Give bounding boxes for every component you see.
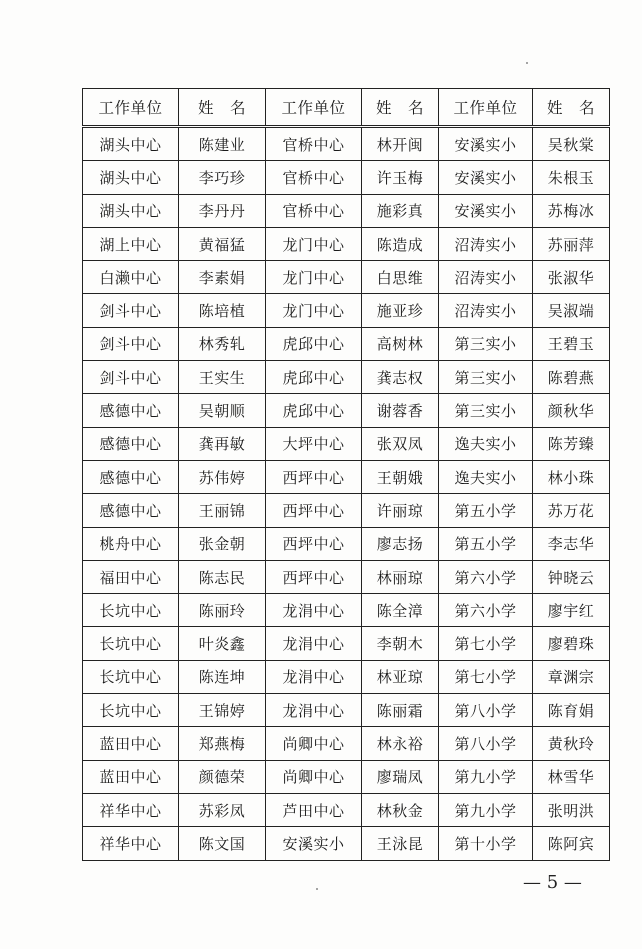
cell-work-unit: 西坪中心 — [266, 460, 362, 493]
cell-work-unit: 龙涓中心 — [266, 627, 362, 660]
cell-work-unit: 祥华中心 — [83, 793, 179, 826]
cell-name: 白思维 — [362, 261, 439, 294]
cell-name: 高树林 — [362, 327, 439, 360]
cell-work-unit: 桃舟中心 — [83, 527, 179, 560]
table-row — [83, 227, 610, 260]
cell-name: 李巧珍 — [179, 161, 266, 194]
cell-work-unit: 第六小学 — [439, 594, 533, 627]
cell-work-unit: 尚卿中心 — [266, 760, 362, 793]
table-row — [83, 361, 610, 394]
cell-work-unit: 西坪中心 — [266, 527, 362, 560]
cell-name: 苏梅冰 — [533, 194, 610, 227]
cell-name: 黄秋玲 — [533, 727, 610, 760]
table-row — [83, 161, 610, 194]
cell-work-unit: 剑斗中心 — [83, 361, 179, 394]
cell-work-unit: 虎邱中心 — [266, 327, 362, 360]
cell-name: 郑燕梅 — [179, 727, 266, 760]
cell-name: 林秀轧 — [179, 327, 266, 360]
table-body — [83, 127, 610, 861]
table-row — [83, 294, 610, 327]
cell-work-unit: 长坑中心 — [83, 660, 179, 693]
cell-name: 黄福猛 — [179, 227, 266, 260]
cell-work-unit: 虎邱中心 — [266, 361, 362, 394]
cell-name: 林永裕 — [362, 727, 439, 760]
cell-work-unit: 西坪中心 — [266, 494, 362, 527]
cell-name: 林小珠 — [533, 460, 610, 493]
cell-work-unit: 第九小学 — [439, 760, 533, 793]
cell-work-unit: 龙涓中心 — [266, 594, 362, 627]
cell-work-unit: 湖头中心 — [83, 161, 179, 194]
cell-name: 廖碧珠 — [533, 627, 610, 660]
cell-name: 苏万花 — [533, 494, 610, 527]
cell-work-unit: 龙门中心 — [266, 227, 362, 260]
cell-name: 吴淑端 — [533, 294, 610, 327]
cell-name: 陈文国 — [179, 827, 266, 860]
cell-name: 陈建业 — [179, 127, 266, 161]
cell-work-unit: 第九小学 — [439, 793, 533, 826]
cell-name: 陈造成 — [362, 227, 439, 260]
cell-work-unit: 虎邱中心 — [266, 394, 362, 427]
cell-name: 李志华 — [533, 527, 610, 560]
cell-name: 谢蓉香 — [362, 394, 439, 427]
cell-work-unit: 沼涛实小 — [439, 294, 533, 327]
cell-name: 吴秋棠 — [533, 127, 610, 161]
cell-name: 陈阿宾 — [533, 827, 610, 860]
cell-name: 张明洪 — [533, 793, 610, 826]
cell-work-unit: 官桥中心 — [266, 161, 362, 194]
cell-work-unit: 龙涓中心 — [266, 694, 362, 727]
cell-work-unit: 龙涓中心 — [266, 660, 362, 693]
cell-name: 廖瑞凤 — [362, 760, 439, 793]
cell-work-unit: 感德中心 — [83, 394, 179, 427]
cell-name: 张淑华 — [533, 261, 610, 294]
cell-work-unit: 第七小学 — [439, 627, 533, 660]
cell-work-unit: 安溪实小 — [266, 827, 362, 860]
cell-work-unit: 长坑中心 — [83, 694, 179, 727]
cell-work-unit: 感德中心 — [83, 494, 179, 527]
cell-work-unit: 安溪实小 — [439, 161, 533, 194]
cell-name: 龚志权 — [362, 361, 439, 394]
header-work-unit: 工作单位 — [266, 89, 362, 127]
cell-name: 陈育娟 — [533, 694, 610, 727]
cell-work-unit: 长坑中心 — [83, 627, 179, 660]
cell-work-unit: 安溪实小 — [439, 194, 533, 227]
table-row — [83, 694, 610, 727]
table-row — [83, 127, 610, 161]
cell-work-unit: 蓝田中心 — [83, 760, 179, 793]
cell-name: 许丽琼 — [362, 494, 439, 527]
cell-name: 廖志扬 — [362, 527, 439, 560]
cell-work-unit: 逸夫实小 — [439, 460, 533, 493]
cell-name: 叶炎鑫 — [179, 627, 266, 660]
cell-name: 钟晓云 — [533, 560, 610, 593]
cell-work-unit: 长坑中心 — [83, 594, 179, 627]
table-header-row — [83, 89, 610, 127]
table-row — [83, 327, 610, 360]
cell-work-unit: 第十小学 — [439, 827, 533, 860]
cell-name: 廖宇红 — [533, 594, 610, 627]
cell-name: 张金朝 — [179, 527, 266, 560]
header-name: 姓 名 — [362, 89, 439, 127]
cell-work-unit: 官桥中心 — [266, 194, 362, 227]
cell-name: 龚再敏 — [179, 427, 266, 460]
scan-speck — [526, 62, 528, 64]
cell-work-unit: 感德中心 — [83, 427, 179, 460]
cell-work-unit: 大坪中心 — [266, 427, 362, 460]
table-row — [83, 194, 610, 227]
cell-name: 陈培植 — [179, 294, 266, 327]
cell-work-unit: 逸夫实小 — [439, 427, 533, 460]
cell-name: 李丹丹 — [179, 194, 266, 227]
cell-work-unit: 第六小学 — [439, 560, 533, 593]
staff-roster-table — [82, 88, 610, 861]
cell-name: 王朝娥 — [362, 460, 439, 493]
cell-work-unit: 感德中心 — [83, 460, 179, 493]
scan-speck — [316, 888, 318, 890]
table-row — [83, 627, 610, 660]
cell-work-unit: 祥华中心 — [83, 827, 179, 860]
cell-work-unit: 安溪实小 — [439, 127, 533, 161]
cell-work-unit: 福田中心 — [83, 560, 179, 593]
cell-name: 颜德荣 — [179, 760, 266, 793]
cell-name: 王锦婷 — [179, 694, 266, 727]
cell-name: 陈志民 — [179, 560, 266, 593]
cell-name: 王丽锦 — [179, 494, 266, 527]
cell-work-unit: 第八小学 — [439, 694, 533, 727]
cell-name: 吴朝顺 — [179, 394, 266, 427]
table-row — [83, 660, 610, 693]
table-row — [83, 760, 610, 793]
table-row — [83, 793, 610, 826]
cell-name: 陈丽霜 — [362, 694, 439, 727]
cell-name: 陈芳臻 — [533, 427, 610, 460]
cell-work-unit: 沼涛实小 — [439, 261, 533, 294]
cell-work-unit: 第三实小 — [439, 394, 533, 427]
cell-work-unit: 湖上中心 — [83, 227, 179, 260]
cell-work-unit: 湖头中心 — [83, 194, 179, 227]
cell-work-unit: 第五小学 — [439, 527, 533, 560]
cell-work-unit: 西坪中心 — [266, 560, 362, 593]
table-row — [83, 560, 610, 593]
cell-name: 陈全漳 — [362, 594, 439, 627]
cell-name: 章渊宗 — [533, 660, 610, 693]
cell-work-unit: 湖头中心 — [83, 127, 179, 161]
cell-name: 林丽琼 — [362, 560, 439, 593]
cell-name: 许玉梅 — [362, 161, 439, 194]
table-row — [83, 494, 610, 527]
cell-name: 颜秋华 — [533, 394, 610, 427]
table-row — [83, 261, 610, 294]
page-number: — 5 — — [523, 872, 582, 893]
cell-name: 李朝木 — [362, 627, 439, 660]
cell-name: 施彩真 — [362, 194, 439, 227]
cell-name: 王泳昆 — [362, 827, 439, 860]
header-name: 姓 名 — [533, 89, 610, 127]
cell-name: 陈连坤 — [179, 660, 266, 693]
cell-work-unit: 龙门中心 — [266, 294, 362, 327]
header-work-unit: 工作单位 — [83, 89, 179, 127]
table-row — [83, 594, 610, 627]
cell-name: 苏伟婷 — [179, 460, 266, 493]
table-row — [83, 827, 610, 860]
cell-work-unit: 沼涛实小 — [439, 227, 533, 260]
cell-work-unit: 白濑中心 — [83, 261, 179, 294]
cell-work-unit: 尚卿中心 — [266, 727, 362, 760]
cell-work-unit: 第五小学 — [439, 494, 533, 527]
cell-name: 林雪华 — [533, 760, 610, 793]
cell-name: 林秋金 — [362, 793, 439, 826]
cell-work-unit: 第三实小 — [439, 361, 533, 394]
cell-name: 施亚珍 — [362, 294, 439, 327]
cell-work-unit: 芦田中心 — [266, 793, 362, 826]
cell-work-unit: 官桥中心 — [266, 127, 362, 161]
cell-name: 林开闽 — [362, 127, 439, 161]
cell-name: 苏丽萍 — [533, 227, 610, 260]
cell-name: 苏彩凤 — [179, 793, 266, 826]
cell-work-unit: 第八小学 — [439, 727, 533, 760]
cell-name: 李素娟 — [179, 261, 266, 294]
cell-work-unit: 剑斗中心 — [83, 294, 179, 327]
cell-name: 陈丽玲 — [179, 594, 266, 627]
table-row — [83, 427, 610, 460]
cell-work-unit: 第三实小 — [439, 327, 533, 360]
cell-name: 王实生 — [179, 361, 266, 394]
cell-name: 朱根玉 — [533, 161, 610, 194]
cell-work-unit: 蓝田中心 — [83, 727, 179, 760]
cell-name: 林亚琼 — [362, 660, 439, 693]
header-name: 姓 名 — [179, 89, 266, 127]
table-row — [83, 727, 610, 760]
cell-work-unit: 第七小学 — [439, 660, 533, 693]
cell-work-unit: 龙门中心 — [266, 261, 362, 294]
table-row — [83, 394, 610, 427]
cell-name: 王碧玉 — [533, 327, 610, 360]
cell-name: 张双凤 — [362, 427, 439, 460]
table-row — [83, 527, 610, 560]
cell-work-unit: 剑斗中心 — [83, 327, 179, 360]
table-row — [83, 460, 610, 493]
cell-name: 陈碧燕 — [533, 361, 610, 394]
header-work-unit: 工作单位 — [439, 89, 533, 127]
